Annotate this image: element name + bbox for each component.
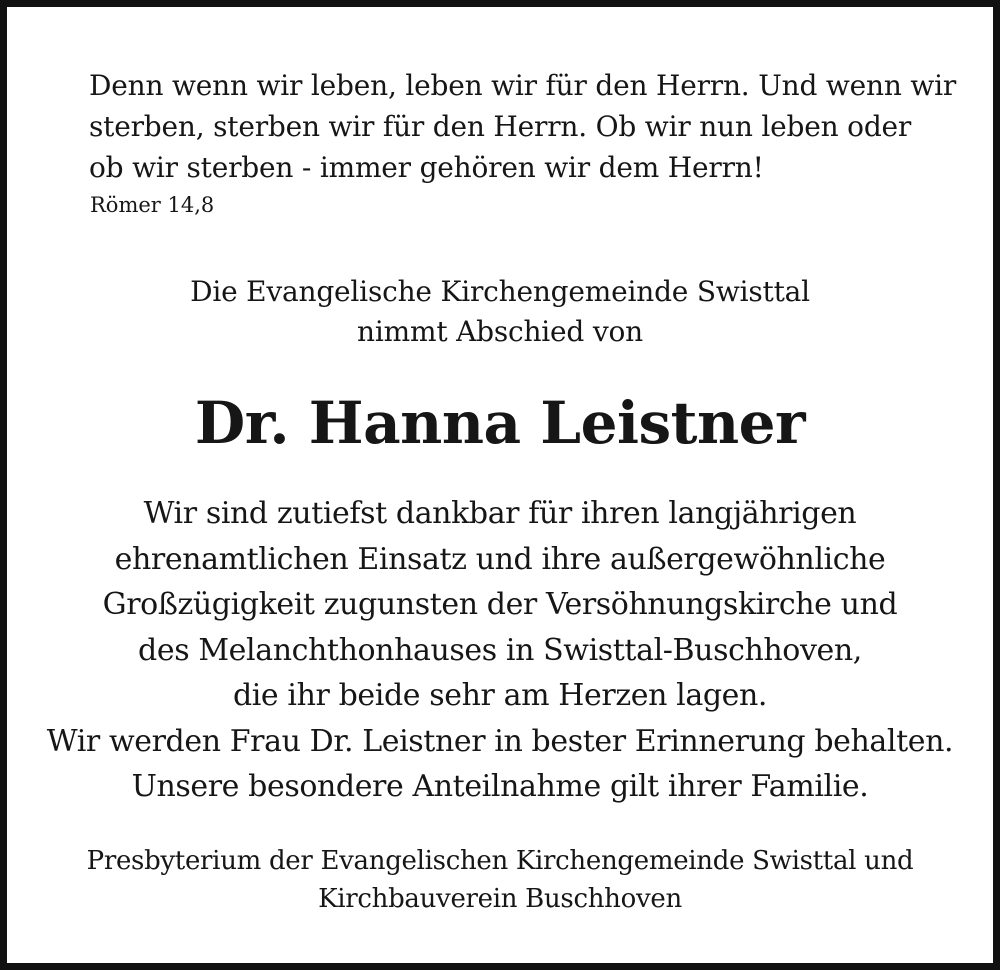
intro-line-1: Die Evangelische Kirchengemeinde Swisttal [190,275,810,308]
tribute-line-5: die ihr beide sehr am Herzen lagen. [232,678,768,713]
verse-reference: Römer 14,8 [90,193,215,217]
deceased-name: Dr. Hanna Leistner [194,389,806,457]
tribute-line-7: Unsere besondere Anteilnahme gilt ihrer Familie. [131,769,869,804]
tribute-line-1: Wir sind zutiefst dankbar für ihren langjährigen [143,496,857,531]
tribute-line-2: ehrenamtlichen Einsatz und ihre außergewöhnliche [114,541,886,577]
farewell-intro [7,272,993,352]
verse-line-3: ob wir sterben - immer gehören wir dem Herrn! [89,151,764,184]
signature-block [7,842,993,918]
verse-line-2: sterben, sterben wir für den Herrn. Ob wir nun leben oder [89,110,912,143]
verse-line-1: Denn wenn wir leben, leben wir für den Herrn. Und wenn wir [89,69,957,102]
tribute-text [7,491,993,810]
intro-line-2: nimmt Abschied von [357,315,643,348]
tribute-line-6: Wir werden Frau Dr. Leistner in bester Erinnerung behalten. [46,723,954,759]
signature-line-1: Presbyterium der Evangelischen Kirchengemeinde Swisttal und [86,846,914,876]
tribute-line-3: Großzügigkeit zugunsten der Versöhnungskirche und [102,587,898,622]
signature-line-2: Kirchbauverein Buschhoven [318,884,682,914]
tribute-line-4: des Melanchthonhauses in Swisttal-Buschhoven, [138,632,862,668]
bible-verse [89,65,957,220]
